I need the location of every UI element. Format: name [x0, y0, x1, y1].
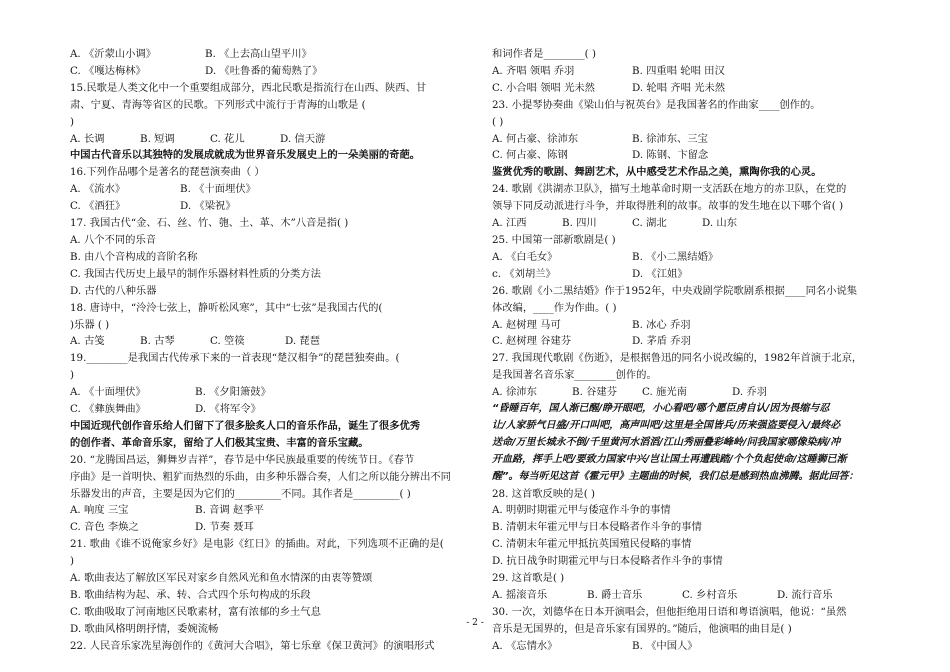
option-text: B. 短调 [140, 132, 175, 145]
option-text: D. 信天游 [280, 132, 326, 145]
option-text: B. 冰心 乔羽 [632, 318, 691, 331]
question-text: 领导下同反动派进行斗争，并取得胜利的故事。故事的发生地在以下哪个省( ) [492, 200, 844, 213]
option-text: B. 《十面埋伏》 [180, 183, 256, 196]
option-text: B. 《上去高山望平川》 [205, 48, 312, 60]
option-text: D. 《吐鲁番的葡萄熟了》 [205, 64, 323, 77]
option-text: A. 江西 [492, 217, 527, 230]
option-text: C. 《彝族舞曲》 [70, 403, 146, 416]
option-text: C. 《酒狂》 [70, 200, 126, 213]
option-text: B. 古琴 [140, 335, 175, 348]
question-text: )乐器 ( ) [70, 318, 110, 331]
option-text: c. 《刘胡兰》 [492, 267, 556, 280]
option-text: C. 施光南 [642, 386, 687, 399]
question-text: ) [70, 115, 75, 128]
option-text: C. 何占豪、陈钢 [492, 149, 568, 162]
question-text: B. 歌曲结构为起、承、转、合式四个乐句构成的乐段 [70, 589, 311, 601]
option-text: C. 音色 李焕之 [70, 521, 139, 534]
option-text: D. 山东 [702, 217, 738, 230]
option-text: C. 小合唱 领唱 光未然 [492, 81, 595, 94]
options-row [70, 502, 470, 519]
option-text: D. 陈钢、卞留念 [632, 149, 709, 162]
question-text: 肃、宁夏、青海等省区的民歌。下列形式中流行于青海的山歌是 ( [70, 98, 366, 111]
option-text: C. 乡村音乐 [682, 589, 738, 601]
option-text: A. 赵树理 马可 [492, 318, 561, 331]
option-text: B. 四重唱 轮唱 田汉 [632, 64, 725, 77]
question-text: 24. 歌剧《洪湖赤卫队》，描写土地革命时期一支活跃在地方的赤卫队，在党的 [492, 183, 847, 196]
option-text: A. 《十面埋伏》 [70, 386, 146, 399]
option-text: B. 音调 赵季平 [195, 504, 264, 517]
section-heading: 鉴赏优秀的歌剧、舞剧艺术，从中感受艺术作品之美，熏陶你我的心灵。 [492, 166, 822, 179]
lyrics-text: 开血路，挥手上吧/要致力国家中兴/岂让国土再遭践踏/个个负起使命/这睡狮已渐 [492, 453, 847, 465]
option-text: A. 摇滚音乐 [492, 589, 548, 601]
option-text: A. 响度 三宝 [70, 504, 129, 517]
option-text: D. 《将军令》 [195, 403, 261, 416]
option-text: B. 《小二黑结婚》 [632, 250, 719, 263]
option-text: A. 《流水》 [70, 183, 126, 196]
option-text: B. 爵士音乐 [587, 589, 643, 601]
question-text: ) [70, 555, 75, 568]
question-text: 23. 小提琴协奏曲《梁山伯与祝英台》是我国著名的作曲家____创作的。 [492, 98, 821, 111]
options-row [70, 131, 470, 148]
option-text: D. 乔羽 [732, 386, 768, 399]
option-text: B. 谷建芬 [572, 386, 618, 399]
question-text: 和词作者是________( ) [492, 48, 596, 60]
lyrics-text: “昏睡百年，国人渐已醒/睁开眼吧，小心看吧/哪个愿臣虏自认/因为畏缩与忍 [492, 403, 830, 415]
question-text: B. 清朝末年霍元甲与日本侵略者作斗争的事情 [492, 521, 702, 534]
options-row [70, 401, 470, 418]
options-row [70, 181, 470, 198]
question-text: A. 明朝时期霍元甲与倭寇作斗争的事情 [492, 504, 671, 517]
options-row [492, 638, 896, 655]
option-text: D. 琵琶 [285, 335, 321, 348]
options-row [492, 266, 896, 283]
options-row [492, 215, 896, 232]
question-text: 19.________是我国古代传承下来的一首表现“楚汉相争”的琵琶独奏曲。( [70, 352, 400, 365]
question-text: A. 八个不同的乐音 [70, 233, 157, 246]
question-text: C. 歌曲吸取了河南地区民歌素材，富有浓郁的乡土气息 [70, 605, 321, 618]
question-text: ( ) [492, 115, 504, 128]
option-text: B. 《夕阳箫鼓》 [195, 386, 271, 399]
option-text: C. 赵树理 谷建芬 [492, 335, 572, 348]
option-text: D. 茅盾 乔羽 [632, 335, 691, 348]
option-text: A. 《沂蒙山小调》 [70, 48, 157, 60]
options-row [70, 333, 470, 350]
options-row [70, 46, 470, 63]
question-text: 音乐是无国界的，但是音乐家有国界的。”随后，他演唱的曲目是( ) [492, 622, 792, 635]
option-text: D. 轮唱 齐唱 光未然 [632, 81, 726, 94]
question-text: D. 抗日战争时期霍元甲与日本侵略者作斗争的事情 [492, 555, 723, 568]
question-text: C. 清朝末年霍元甲抵抗英国殖民侵略的事情 [492, 538, 692, 551]
question-text: 26. 歌剧《小二黑结婚》作于1952年，中央戏剧学院歌剧系根据____同名小说集 [492, 284, 858, 297]
question-text: 30. 一次，刘德华在日本开演唱会，但他拒绝用日语和粤语演唱，他说：“虽然 [492, 605, 847, 618]
options-row [492, 317, 896, 334]
options-row [70, 384, 470, 401]
section-heading: 的创作者、革命音乐家，留给了人们极其宝贵、丰富的音乐宝藏。 [70, 436, 369, 449]
option-text: C. 箜篌 [210, 335, 245, 348]
option-text: C. 湖北 [632, 217, 667, 230]
option-text: C. 花儿 [210, 132, 245, 145]
lyrics-text: 醒”。每当听见这首《霍元甲》主题曲的时候，我们总是感到热血沸腾。据此回答： [492, 470, 859, 482]
options-row [492, 63, 896, 80]
option-text: D. 《梁祝》 [180, 200, 236, 213]
lyrics-text: 送命/万里长城永不倒/千里黄河水滔滔/江山秀丽叠彩峰岭/问我国家哪像染病/冲 [492, 436, 841, 448]
option-text: A. 古笺 [70, 335, 105, 348]
right-column [492, 46, 896, 655]
question-text: 15.民歌是人类文化中一个重要组成部分，西北民歌是指流行在山西、陕西、甘 [70, 81, 427, 94]
question-text: 21. 歌曲《谁不说俺家乡好》是电影《红日》的插曲。对此，下列选项不正确的是( [70, 538, 444, 551]
section-heading: 中国古代音乐以其独特的发展成就成为世界音乐发展史上的一朵美丽的奇葩。 [70, 149, 421, 162]
question-text: 20. “龙腾国昌运，狮舞岁吉祥”，春节是中华民族最重要的传统节日。《春节 [70, 453, 415, 466]
option-text: C. 《嘎达梅林》 [70, 64, 146, 77]
option-text: A. 何占豪、徐沛东 [492, 132, 579, 145]
question-text: A. 歌曲表达了解放区军民对家乡自然风光和鱼水情深的由衷等赞颂 [70, 572, 373, 585]
lyrics-text: 让/人家骄气日盛/开口叫吧，高声叫吧/这里是全国皆兵/历来强盗要侵入/最终必 [492, 419, 841, 431]
option-text: D. 《江姐》 [632, 267, 688, 280]
question-text: 体改编，____作为作曲。( ) [492, 301, 617, 314]
question-text: 16.下列作品哪个是著名的琵琶演奏曲（ ） [70, 166, 265, 179]
options-row [492, 147, 896, 164]
question-text: D. 古代的八种乐器 [70, 284, 157, 297]
question-text: 27. 我国现代歌剧《伤逝》，是根据鲁迅的同名小说改编的，1982年首演于北京， [492, 352, 863, 365]
option-text: D. 节奏 聂耳 [195, 521, 254, 534]
question-text: 29. 这首歌是( ) [492, 572, 565, 585]
question-text: 序曲》是一首明快、粗犷而热烈的乐曲，由多种乐器合奏，人们之所以能分辨出不同 [70, 470, 451, 483]
option-text: A. 《白毛女》 [492, 250, 558, 263]
question-text: 是我国著名音乐家________创作的。 [492, 369, 657, 382]
options-row [492, 131, 896, 148]
question-text: 18. 唐诗中，“泠泠七弦上，静听松风寒”，其中“七弦”是我国古代的( [70, 301, 383, 314]
options-row [492, 384, 896, 401]
question-text: C. 我国古代历史上最早的制作乐器材料性质的分类方法 [70, 267, 321, 280]
section-heading: 中国近现代创作音乐给人们留下了很多脍炙人口的音乐作品，诞生了很多优秀 [70, 419, 421, 432]
options-row [492, 587, 896, 604]
option-text: A. 长调 [70, 132, 105, 145]
option-text: D. 流行音乐 [777, 589, 833, 601]
question-text: 25. 中国第一部新歌剧是( ) [492, 233, 616, 246]
options-row [70, 519, 470, 536]
question-text: 22. 人民音乐家冼星海创作的《黄河大合唱》，第七乐章《保卫黄河》的演唱形式 [70, 639, 435, 652]
option-text: A. 齐唱 领唱 乔羽 [492, 64, 575, 77]
question-text: ) [70, 369, 75, 382]
options-row [492, 80, 896, 97]
options-row [492, 249, 896, 266]
question-text: B. 由八个音构成的音阶名称 [70, 250, 198, 263]
option-text: B. 四川 [562, 217, 597, 230]
options-row [492, 333, 896, 350]
page-number: - 2 - [466, 618, 484, 628]
question-text: 28. 这首歌反映的是( ) [492, 487, 596, 500]
question-text: D. 歌曲风格明朗抒情，委婉流畅 [70, 622, 219, 635]
options-row [70, 63, 470, 80]
option-text: B. 徐沛东、三宝 [632, 132, 708, 145]
option-text: A. 《忘情水》 [492, 639, 558, 652]
option-text: A. 徐沛东 [492, 386, 537, 399]
question-text: 乐器发出的声音，主要是因为它们的_________不同。其作者是_________( ) [70, 487, 411, 500]
option-text: B. 《中国人》 [632, 639, 698, 652]
question-text: 17. 我国古代“金、石、丝、竹、匏、土、革、木”八音是指( ) [70, 217, 349, 230]
options-row [70, 198, 470, 215]
left-column [70, 46, 470, 655]
